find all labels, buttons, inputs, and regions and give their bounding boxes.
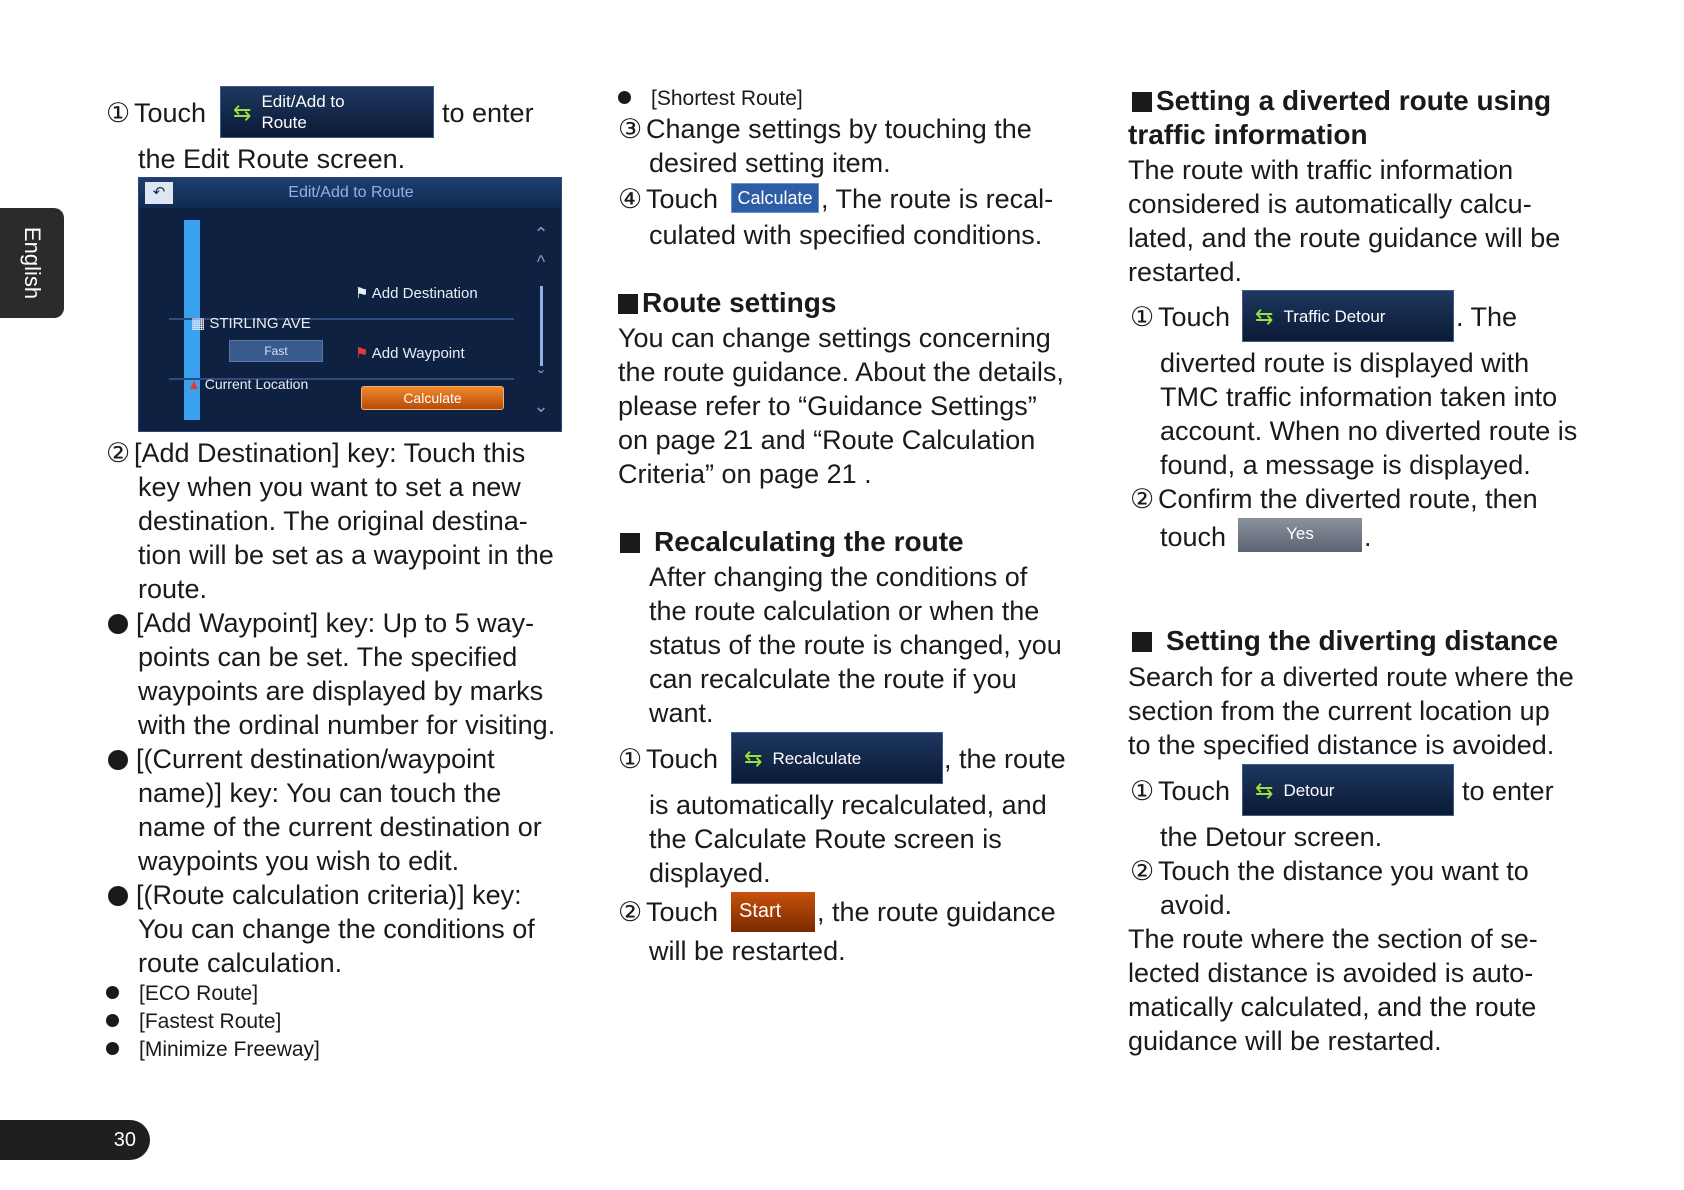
recalculate-button[interactable]: ⇆ Recalculate bbox=[731, 732, 943, 784]
page-down-icon[interactable]: ⌄ bbox=[533, 396, 549, 416]
scroll-up-icon[interactable]: ^ bbox=[536, 252, 546, 272]
diverted-step-1-line: diverted route is displayed with bbox=[1160, 348, 1530, 378]
bullet-waypoint: [Add Waypoint] key: Up to 5 way- bbox=[108, 606, 534, 640]
diverted-step-1-line: found, a message is displayed. bbox=[1160, 450, 1531, 480]
recalc-line: the route calculation or when the bbox=[649, 596, 1040, 626]
bullet-criteria-line: You can change the conditions of bbox=[138, 914, 535, 944]
detour-button[interactable]: ⇆ Detour bbox=[1242, 764, 1454, 816]
square-bullet-icon bbox=[1132, 632, 1152, 652]
waypoint-flag-icon: ⚑ bbox=[355, 345, 372, 362]
sub-bullet: [Shortest Route] bbox=[618, 86, 803, 112]
scroll-down-icon[interactable]: ˇ bbox=[538, 368, 544, 388]
distance-step-1-text: to enter bbox=[1462, 776, 1554, 806]
distance-body-line: Search for a diverted route where the bbox=[1128, 662, 1574, 692]
bullet-icon bbox=[106, 986, 119, 999]
step-4-touch: ④ Touch bbox=[618, 184, 719, 214]
recalc-step-1-line: the Calculate Route screen is bbox=[649, 824, 1002, 854]
recalc-step-1-text: , the route bbox=[944, 744, 1066, 774]
add-destination-key[interactable]: ⚑ Add Destination bbox=[355, 285, 478, 302]
route-settings-line: please refer to “Guidance Settings” bbox=[618, 391, 1037, 421]
bullet-icon bbox=[618, 91, 631, 104]
fast-criteria-key[interactable]: Fast bbox=[229, 340, 323, 362]
edit-route-screen bbox=[138, 177, 562, 432]
language-tab-label: English bbox=[20, 226, 45, 300]
diverted-step-1-text: . The bbox=[1456, 302, 1518, 332]
route-settings-line: You can change settings concerning bbox=[618, 323, 1051, 353]
back-icon[interactable]: ↶ bbox=[145, 182, 173, 204]
diverted-step-2: ② Confirm the diverted route, then bbox=[1130, 484, 1538, 514]
bullet-icon bbox=[108, 750, 128, 770]
distance-step-1-line: the Detour screen. bbox=[1160, 822, 1383, 852]
sub-bullet: [ECO Route] bbox=[106, 981, 258, 1007]
step-1-touch: ① Touch bbox=[106, 98, 207, 128]
diverted-body-line: considered is automatically calcu- bbox=[1128, 189, 1532, 219]
bullet-waypoint-line: waypoints are displayed by marks bbox=[138, 676, 544, 706]
recalc-step-2-text: , the route guidance bbox=[817, 897, 1056, 927]
distance-step-2: ② Touch the distance you want to bbox=[1130, 856, 1529, 886]
recalc-line: status of the route is changed, you bbox=[649, 630, 1062, 660]
bullet-current: [(Current destination/waypoint bbox=[108, 742, 495, 776]
recalc-line: can recalculate the route if you bbox=[649, 664, 1017, 694]
bullet-icon bbox=[106, 1014, 119, 1027]
step-1-to-enter: to enter bbox=[442, 98, 534, 128]
step-3-line: ③ Change settings by touching the bbox=[618, 114, 1032, 144]
page-number: 30 bbox=[0, 1120, 150, 1160]
page-up-icon[interactable]: ⌃ bbox=[533, 224, 549, 244]
step-2-line: destination. The original destina- bbox=[138, 506, 528, 536]
diverted-step-1-line: TMC traffic information taken into bbox=[1160, 382, 1558, 412]
square-bullet-icon bbox=[620, 533, 640, 553]
current-location-key[interactable]: ▲ Current Location bbox=[187, 376, 309, 392]
diverted-step-2-period: . bbox=[1364, 522, 1372, 552]
start-button[interactable]: Start bbox=[731, 892, 815, 932]
step-2-line: route. bbox=[138, 574, 208, 604]
bullet-waypoint-line: with the ordinal number for visiting. bbox=[138, 710, 556, 740]
step-1-screen-text: the Edit Route screen. bbox=[138, 144, 406, 174]
final-body-line: lected distance is avoided is auto- bbox=[1128, 958, 1534, 988]
recalc-line: want. bbox=[649, 698, 714, 728]
sub-bullet: [Fastest Route] bbox=[106, 1009, 281, 1035]
final-body-line: guidance will be restarted. bbox=[1128, 1026, 1442, 1056]
traffic-detour-button[interactable]: ⇆ Traffic Detour bbox=[1242, 290, 1454, 342]
distance-step-1: ① Touch bbox=[1130, 776, 1231, 806]
route-recalculate-icon: ⇆ bbox=[744, 745, 763, 771]
step-4-text: , The route is recal- bbox=[821, 184, 1054, 214]
route-settings-line: on page 21 and “Route Calculation bbox=[618, 425, 1036, 455]
language-tab bbox=[0, 208, 64, 318]
bullet-waypoint-line: points can be set. The specified bbox=[138, 642, 518, 672]
bullet-icon bbox=[106, 1042, 119, 1055]
diverted-body-line: restarted. bbox=[1128, 257, 1243, 287]
detour-icon: ⇆ bbox=[1255, 777, 1274, 803]
recalc-step-1-line: displayed. bbox=[649, 858, 771, 888]
diverted-route-heading: Setting a diverted route using bbox=[1132, 84, 1551, 118]
distance-body-line: section from the current location up bbox=[1128, 696, 1550, 726]
bullet-criteria-line: route calculation. bbox=[138, 948, 343, 978]
bullet-current-line: waypoints you wish to edit. bbox=[138, 846, 460, 876]
step-2-line: key when you want to set a new bbox=[138, 472, 521, 502]
step-3-line: desired setting item. bbox=[649, 148, 891, 178]
checkered-flag-icon: ▦ bbox=[191, 315, 210, 332]
recalc-step-2: ② Touch bbox=[618, 897, 719, 927]
step-2-line: tion will be set as a waypoint in the bbox=[138, 540, 554, 570]
edit-add-to-route-button[interactable]: ⇆ Edit/Add to Route bbox=[220, 86, 434, 138]
final-body-line: The route where the section of se- bbox=[1128, 924, 1538, 954]
recalculating-heading: Recalculating the route bbox=[620, 525, 964, 559]
flag-icon: ⚑ bbox=[355, 285, 372, 302]
step-4-line: culated with specified conditions. bbox=[649, 220, 1043, 250]
diverted-body-line: The route with traffic information bbox=[1128, 155, 1514, 185]
route-settings-line: the route guidance. About the details, bbox=[618, 357, 1064, 387]
route-settings-line: Criteria” on page 21 . bbox=[618, 459, 872, 489]
diverting-distance-heading: Setting the diverting distance bbox=[1132, 624, 1558, 658]
diverted-step-1: ① Touch bbox=[1130, 302, 1231, 332]
bullet-current-line: name of the current destination or bbox=[138, 812, 542, 842]
scrollbar[interactable] bbox=[540, 286, 543, 366]
square-bullet-icon bbox=[618, 294, 638, 314]
bullet-criteria: [(Route calculation criteria)] key: bbox=[108, 878, 522, 912]
recalc-step-1-line: is automatically recalculated, and bbox=[649, 790, 1047, 820]
route-edit-icon: ⇆ bbox=[233, 99, 252, 125]
final-body-line: matically calculated, and the route bbox=[1128, 992, 1537, 1022]
square-bullet-icon bbox=[1132, 92, 1152, 112]
diverted-step-1-line: account. When no diverted route is bbox=[1160, 416, 1578, 446]
bullet-icon bbox=[108, 886, 128, 906]
diverted-body-line: lated, and the route guidance will be bbox=[1128, 223, 1561, 253]
recalc-step-1: ① Touch bbox=[618, 744, 719, 774]
traffic-detour-icon: ⇆ bbox=[1255, 303, 1274, 329]
location-arrow-icon: ▲ bbox=[187, 376, 205, 392]
bullet-icon bbox=[108, 614, 128, 634]
stirling-ave-key[interactable]: ▦ STIRLING AVE bbox=[191, 315, 311, 332]
calculate-key[interactable]: Calculate bbox=[361, 386, 504, 410]
yes-button[interactable]: Yes bbox=[1238, 518, 1362, 552]
route-settings-heading: Route settings bbox=[618, 286, 836, 320]
recalc-line: After changing the conditions of bbox=[649, 562, 1028, 592]
recalc-step-2-line: will be restarted. bbox=[649, 936, 846, 966]
sub-bullet: [Minimize Freeway] bbox=[106, 1037, 320, 1063]
step-2-line: ② [Add Destination] key: Touch this bbox=[106, 438, 526, 468]
calculate-button[interactable]: Calculate bbox=[731, 183, 819, 213]
screen-title: Edit/Add to Route bbox=[139, 178, 562, 208]
bullet-current-line: name)] key: You can touch the bbox=[138, 778, 502, 808]
diverted-step-2-touch: touch bbox=[1160, 522, 1227, 552]
distance-body-line: to the specified distance is avoided. bbox=[1128, 730, 1555, 760]
add-waypoint-key[interactable]: ⚑ Add Waypoint bbox=[355, 345, 465, 362]
distance-step-2-line: avoid. bbox=[1160, 890, 1233, 920]
diverted-route-heading-line: traffic information bbox=[1128, 119, 1368, 150]
